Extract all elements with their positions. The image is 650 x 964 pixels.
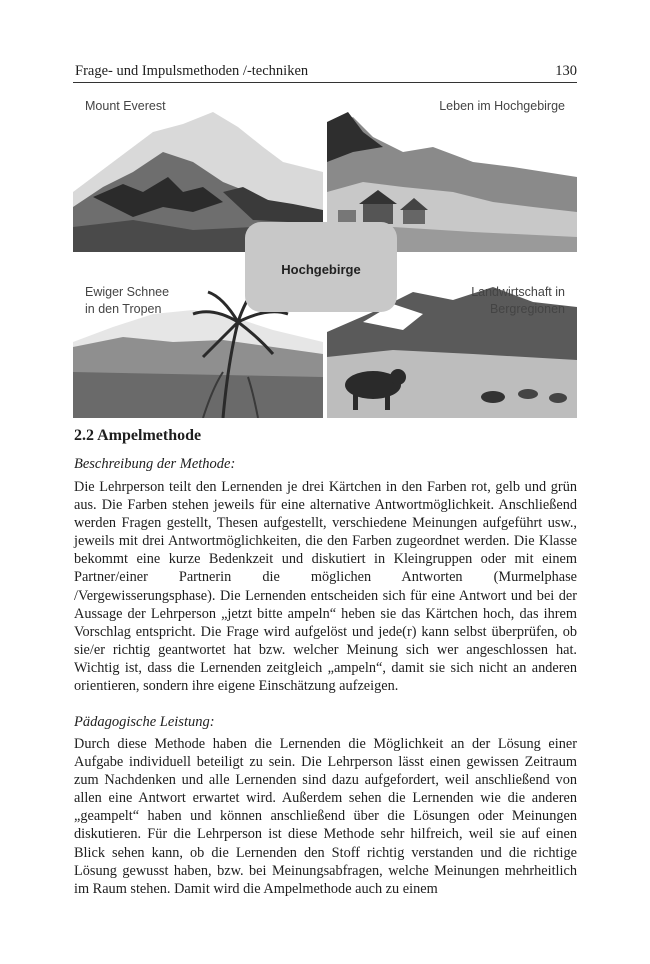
running-header [73,62,577,83]
figure-collage [73,92,577,418]
header-title: Frage- und Impulsmethoden /-techniken [75,63,309,79]
hochgebirge-figure [73,92,577,418]
paragraph-leistung: Durch diese Methode haben die Lernenden die Möglichkeit an der Lösung einer Aufgabe individuell beteiligt zu sein. Die Lehrperson lässt einen gewissen Zeitraum zum Nachdenken und alle Lernenden sind dazu aufgefordert, weil anschließend von allen eine Antwort erwartet wird. Außerdem sehen die Lernenden wie die anderen „geampelt“ haben und können anschließend über die Lösungen oder Meinungen diskutieren. Für die Lehrperson ist diese Methode sehr hilfreich, weil sie auf einen Blick sehen kann, ob die Lernenden den Stoff richtig verstanden und die richtige Lösung gewusst haben, bzw. bei Meinungsabfragen, welche Meinungen mehrheitlich im Raum stehen. Damit wird die Ampelmethode auch zu einem [74,736,577,897]
section-heading: 2.2 Ampelmethode [74,427,202,444]
panel-label-schnee-line1: Ewiger Schnee [85,285,170,299]
panel-label-hochgebirge: Leben im Hochgebirge [439,99,565,113]
panel-label-landwirtschaft-line1: Landwirtschaft in [471,285,565,299]
panel-label-schnee-line2: in den Tropen [85,302,162,316]
paragraph-beschreibung: Die Lehrperson teilt den Lernenden je drei Kärtchen in den Farben rot, gelb und grün aus. Die Farben stehen jeweils für eine alternative Antwortmöglichkeit. Anschließend werden Fragen gestellt, Thesen aufgestellt, verschiedene Meinungen aufgeführt usw., jeweils mit drei Antwortmöglichkeiten, die den Farben zugeordnet werden. Die Klasse bekommt eine kurze Bedenkzeit und diskutiert in Kleingruppen oder mit einem Partner/einer Partnerin die möglichen Antworten (Murmelphase /Vergewisserungsphase). Die Lernenden entscheiden sich für eine Antwort und bei der Aussage der Lehrperson „jetzt bitte ampeln“ heben sie das Kärtchen hoch, das ihrem Vorschlag entspricht. Die Frage wird aufgelöst und jede(r) kann selbst überprüfen, ob sie/er richtig geantwortet hat bzw. welcher Meinung sich wer angeschlossen hat. Wichtig ist, dass die Lernenden zeitgleich „ampeln“, damit sie sich nicht an anderen orientieren, sondern ihre eigene Einschätzung aufzeigen. [74,479,577,695]
center-label: Hochgebirge [281,262,361,277]
subheading-leistung: Pädagogische Leistung: [74,714,215,730]
panel-label-everest: Mount Everest [85,99,166,113]
subheading-beschreibung: Beschreibung der Methode: [74,456,236,472]
page-number: 130 [555,63,577,79]
panel-label-landwirtschaft-line2: Bergregionen [489,302,565,316]
